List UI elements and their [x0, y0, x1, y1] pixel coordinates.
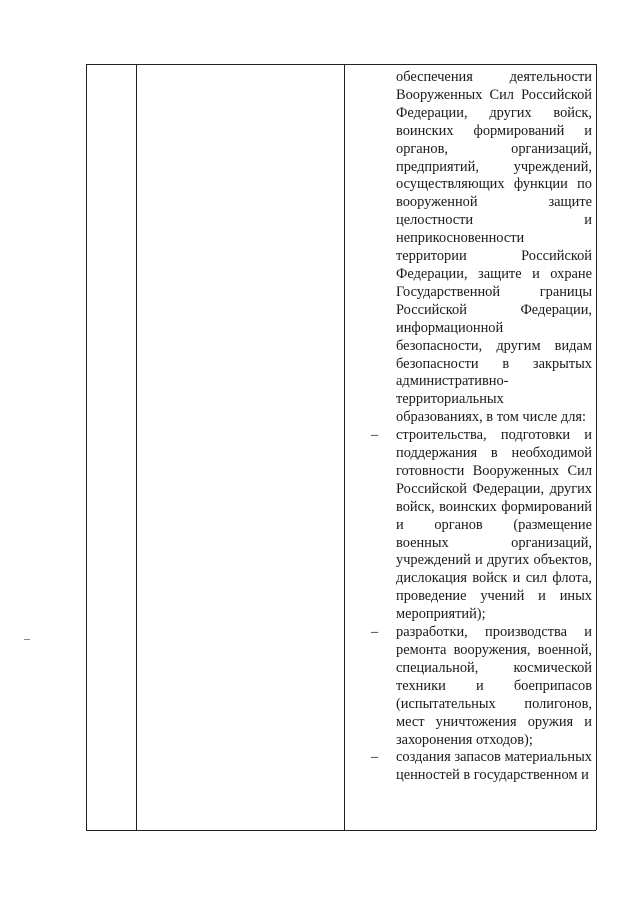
- scan-speck: [24, 639, 30, 640]
- table-right-border: [596, 64, 597, 830]
- list-item-text: создания запасов материальных ценностей в государственном и: [396, 749, 592, 784]
- list-item: [371, 749, 592, 785]
- column-divider-2: [344, 64, 345, 830]
- table-bottom-border: [86, 830, 596, 831]
- list-item-text: строительства, подготовки и поддержания в необходимой готовности Вооруженных Сил Российской Федерации, других войск, воинских формирований и органов (размещение военных организаций, учреждений и других объектов, дислокация войск и сил флота, проведение учений и иных мероприятий);: [396, 427, 592, 623]
- column-divider-1: [136, 64, 137, 830]
- list-bullet: –: [371, 427, 379, 444]
- table-left-border: [86, 64, 87, 830]
- table-top-border: [86, 64, 596, 65]
- cell-text-column: [371, 69, 592, 785]
- list-bullet: –: [371, 749, 379, 766]
- list-item: [371, 624, 592, 749]
- list-item: [371, 427, 592, 624]
- list-item-text: разработки, производства и ремонта вооружения, военной, специальной, космической техники и боеприпасов (испытательных полигонов, мест уничтожения оружия и захоронения отходов);: [396, 624, 592, 748]
- paragraph-intro: обеспечения деятельности Вооруженных Сил Российской Федерации, других войск, воинских формирований и органов, организаций, предприятий, учреждений, осуществляющих функции по вооруженной защите целостности и неприкосновенности территории Российской Федерации, защите и охране Государственной границы Российской Федерации, информационной безопасности, другим видам безопасности в закрытых административно-территориальных образованиях, в том числе для:: [396, 69, 592, 426]
- list-bullet: –: [371, 624, 379, 641]
